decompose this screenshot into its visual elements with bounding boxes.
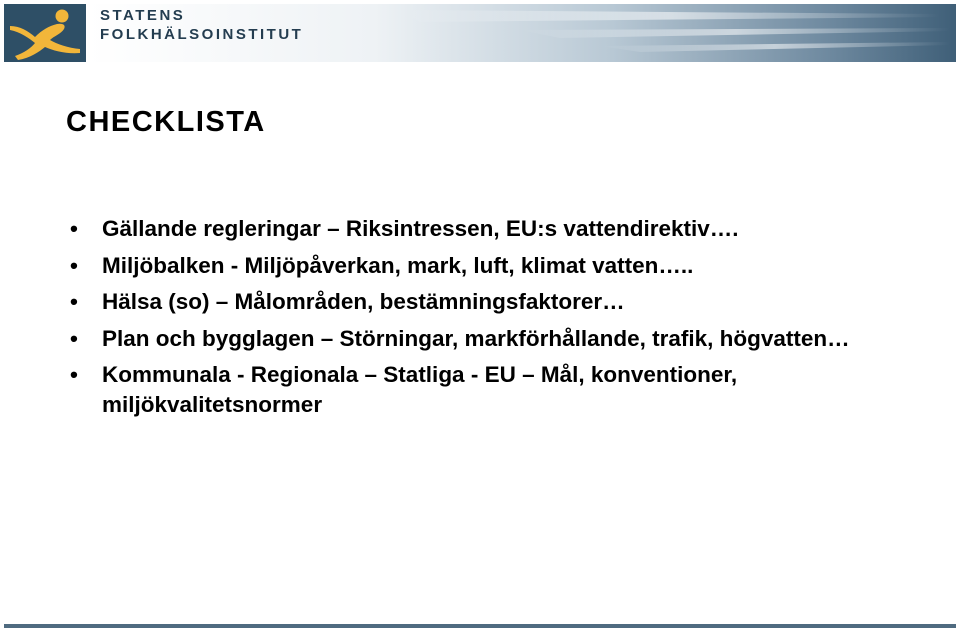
- bullet-icon: •: [70, 325, 78, 351]
- list-item-text: Gällande regleringar – Riksintressen, EU:s vattendirektiv….: [102, 216, 739, 241]
- bullet-icon: •: [70, 252, 78, 278]
- list-item: [70, 360, 930, 420]
- header-band: [0, 0, 960, 64]
- bullet-icon: •: [70, 362, 78, 387]
- slide-title: CHECKLISTA: [66, 106, 266, 138]
- list-item-text: Plan och bygglagen – Störningar, markförhållande, trafik, högvatten…: [102, 325, 850, 351]
- logo: [4, 4, 86, 62]
- bullet-icon: •: [70, 289, 78, 314]
- list-item-text: Miljöbalken - Miljöpåverkan, mark, luft, klimat vatten…..: [102, 252, 694, 278]
- list-item: [70, 214, 930, 244]
- running-figure-icon: [4, 4, 86, 62]
- list-item-text: Kommunala - Regionala – Statliga - EU – Mål, konventioner, miljökvalitetsnormer: [102, 362, 738, 417]
- list-item: [70, 287, 930, 317]
- list-item: [70, 251, 930, 281]
- checklist: [70, 214, 930, 427]
- organization-name: [100, 6, 303, 44]
- footer-divider: [4, 624, 956, 628]
- org-name-line1: STATENS: [100, 7, 186, 24]
- bullet-icon: •: [70, 216, 78, 241]
- list-item-text: Hälsa (so) – Målområden, bestämningsfaktorer…: [102, 289, 625, 314]
- list-item: [70, 324, 930, 354]
- org-name-line2: FOLKHÄLSOINSTITUT: [100, 26, 304, 43]
